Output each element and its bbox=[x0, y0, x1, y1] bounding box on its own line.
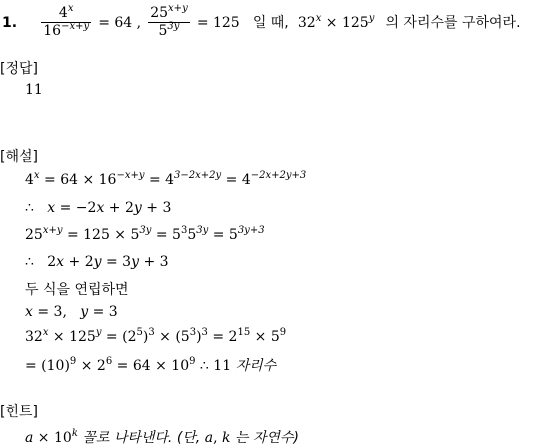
solution-line-8: = $(10)^9 \times 2^6 = 64 \times 10^9$ ∴ 11 자리수 bbox=[25, 356, 277, 374]
fraction-1 bbox=[41, 5, 91, 40]
solution-line-2: ∴ x = −2x + 2y + 3 bbox=[25, 200, 172, 216]
solution-line-6: x = 3, y = 3 bbox=[25, 304, 118, 320]
solution-line-7: $32^x \times 125^y = (2^5)^3 \times (5^3)^3 = 2^{15} \times 5^9$ bbox=[25, 327, 287, 345]
fraction-1-denominator: $16^{-x+y}$ bbox=[43, 21, 90, 39]
solution-line-5: 두 식을 연립하면 bbox=[25, 282, 129, 298]
fraction-2-denominator: $5^{3y}$ bbox=[148, 22, 190, 40]
fraction-2-rhs: = 125 bbox=[196, 15, 240, 31]
answer-label: [정답] bbox=[0, 61, 38, 77]
answer-value: 11 bbox=[25, 82, 43, 98]
fraction-2 bbox=[148, 5, 190, 40]
solution-line-1: $4^x = 64 \times 16^{-x+y} = 4^{3-2x+2y} = 4^{-2x+2y+3}$ bbox=[25, 170, 307, 188]
solution-line-4: ∴ 2x + 2y = 3y + 3 bbox=[25, 254, 169, 270]
hint-text: $a \times 10^k$ 꼴로 나타낸다. (단, a, k 는 자연수) bbox=[25, 428, 299, 446]
problem-statement bbox=[2, 4, 521, 40]
fraction-2-numerator: $25^{x+y}$ bbox=[150, 3, 188, 21]
solution-line-3: $25^{x+y} = 125 \times 5^{3y} = 5^35^{3y} = 5^{3y+3}$ bbox=[25, 225, 265, 243]
solution-label: [해설] bbox=[0, 149, 38, 165]
problem-text-1: 일 때, bbox=[252, 15, 289, 31]
fraction-1-rhs: = 64 , bbox=[98, 15, 142, 31]
problem-expression: $32^x \times 125^y$ bbox=[297, 13, 375, 31]
fraction-1-numerator: 4$^x$ bbox=[58, 3, 74, 21]
problem-text-2: 의 자리수를 구하여라. bbox=[385, 15, 521, 31]
problem-number: 1. bbox=[2, 15, 18, 31]
hint-label: [힌트] bbox=[0, 404, 38, 420]
